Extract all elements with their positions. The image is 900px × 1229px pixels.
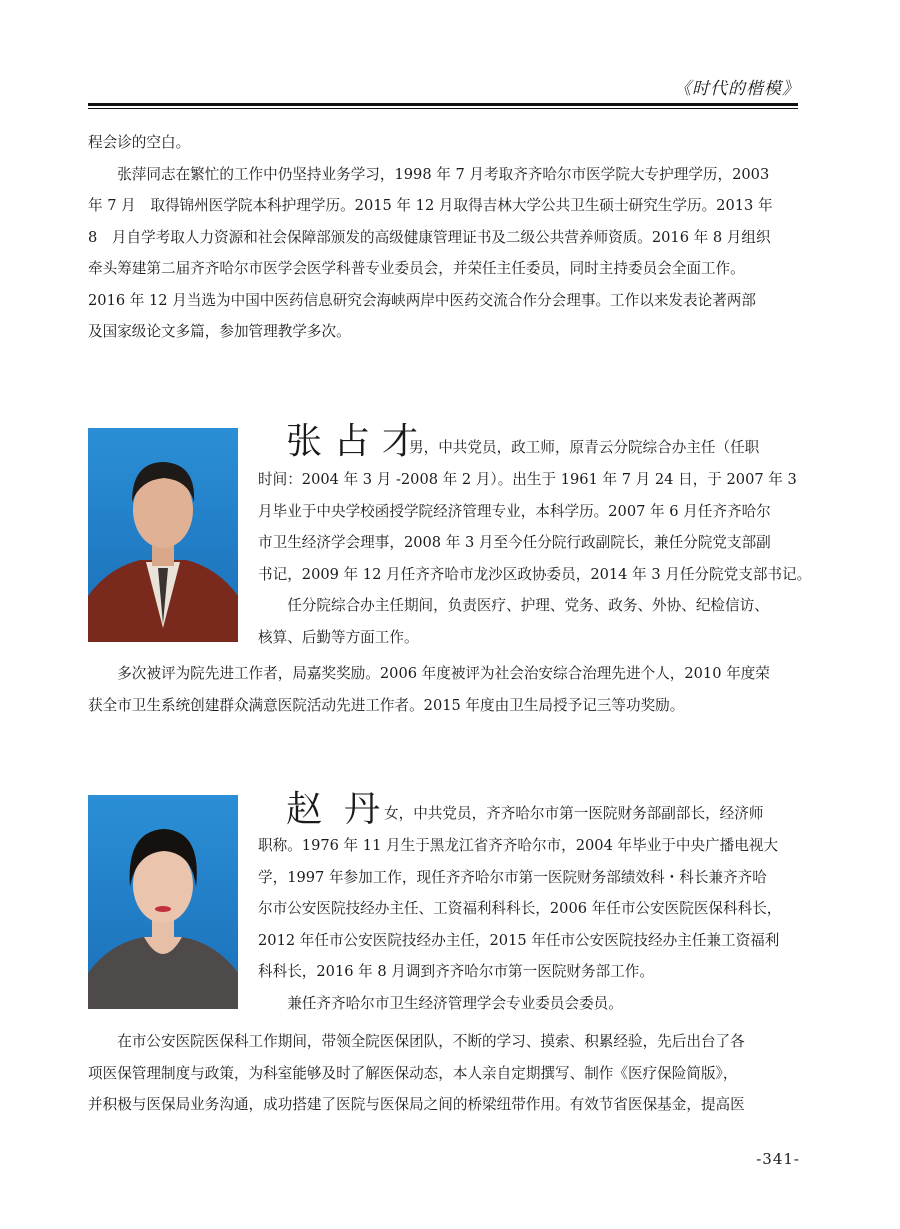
text-line: 月毕业于中央学校函授学院经济管理专业，本科学历。2007 年 6 月任齐齐哈尔 [258,502,771,520]
text-line: 学，1997 年参加工作，现任齐齐哈尔市第一医院财务部绩效科・科长兼齐齐哈 [258,868,767,886]
text-line: 书记，2009 年 12 月任齐齐哈市龙沙区政协委员，2014 年 3 月任分院党支部书记。 [258,565,812,583]
text-line: 2012 年任市公安医院技经办主任，2015 年任市公安医院技经办主任兼工资福利 [258,931,780,949]
text-line: 多次被评为院先进工作者，局嘉奖奖励。2006 年度被评为社会治安综合治理先进个人，2010 年度荣 [88,665,770,682]
profile-side-text [258,464,812,653]
page-number: -341- [756,1150,800,1168]
header-rule-thick [88,103,798,106]
text-line: 程会诊的空白。 [88,134,191,151]
text-line: 并积极与医保局业务沟通，成功搭建了医院与医保局之间的桥梁纽带作用。有效节省医保基金，提高医 [88,1096,745,1113]
text-line: 时间：2004 年 3 月 -2008 年 2 月）。出生于 1961 年 7 月 24 日，于 2007 年 3 [258,471,797,488]
profile-first-line [384,798,800,830]
text-line: 科科长，2016 年 8 月调到齐齐哈尔市第一医院财务部工作。 [258,963,655,980]
portrait-illustration [88,428,238,642]
text-line: 职称。1976 年 11 月生于黑龙江省齐齐哈尔市，2004 年毕业于中央广播电视大 [258,837,779,854]
profile-first-line [409,432,801,464]
text-line: 张萍同志在繁忙的工作中仍坚持业务学习，1998 年 7 月考取齐齐哈尔市医学院大专护理学历，2003 [88,165,770,183]
portrait-illustration [88,795,238,1009]
intro-text [88,127,800,348]
portrait-photo [88,428,238,642]
text-line: 任分院综合办主任期间，负责医疗、护理、党务、政务、外协、纪检信访、 [258,597,769,614]
text-line: 牵头筹建第二届齐齐哈尔市医学会医学科普专业委员会，并荣任主任委员，同时主持委员会全面工作。 [88,260,745,277]
header-title: 《时代的楷模》 [674,79,800,99]
text-line: 项医保管理制度与政策，为科室能够及时了解医保动态，本人亲自定期撰写、制作《医疗保险简版》， [88,1064,738,1082]
header-rule-thin [88,108,798,109]
profile-full-text [88,658,800,721]
text-line: 及国家级论文多篇，参加管理教学多次。 [88,323,351,340]
text-line: 2016 年 12 月当选为中国中医药信息研究会海峡两岸中医药交流合作分会理事。工作以来发表论著两部 [88,291,756,309]
person-name: 张占才 [286,421,431,462]
profile-full-text [88,1026,800,1121]
person-name: 赵丹 [286,789,403,830]
text-line: 年 7 月 取得锦州医学院本科护理学历。2015 年 12 月取得吉林大学公共卫生硕士研究生学历。2013 年 [88,197,773,214]
text-line: 女，中共党员，齐齐哈尔市第一医院财务部副部长，经济师 [384,805,764,822]
text-line: 兼任齐齐哈尔市卫生经济管理学会专业委员会委员。 [258,994,623,1012]
text-line: 核算、后勤等方面工作。 [258,628,419,646]
text-line: 在市公安医院医保科工作期间，带领全院医保团队，不断的学习、摸索、积累经验，先后出台了各 [88,1033,745,1050]
text-line: 尔市公安医院技经办主任、工资福利科科长，2006 年任市公安医院医保科科长， [258,900,782,917]
profile-side-text [258,830,800,1019]
portrait-photo [88,795,238,1009]
text-line: 市卫生经济学会理事，2008 年 3 月至今任分院行政副院长，兼任分院党支部副 [258,534,771,551]
text-line: 获全市卫生系统创建群众满意医院活动先进工作者。2015 年度由卫生局授予记三等功奖励。 [88,696,685,714]
text-line: 8 月自学考取人力资源和社会保障部颁发的高级健康管理证书及二级公共营养师资质。2016 年 8 月组织 [88,228,771,246]
text-line: 男，中共党员，政工师，原青云分院综合办主任（任职 [409,439,760,456]
